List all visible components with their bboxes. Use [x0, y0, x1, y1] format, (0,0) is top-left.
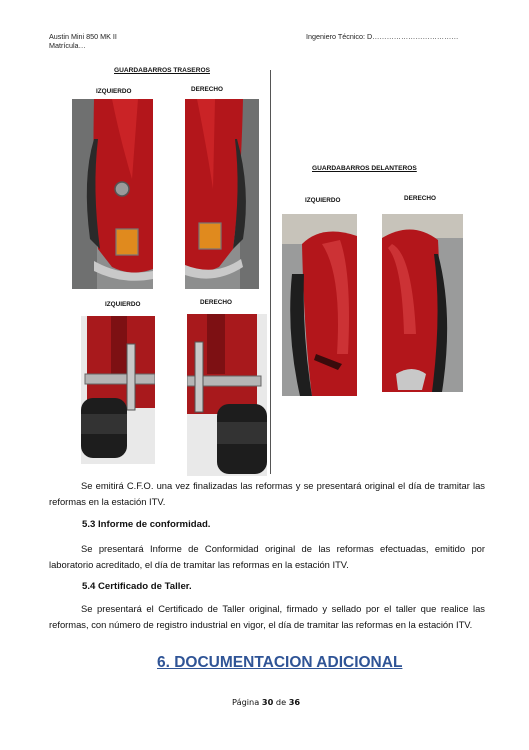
- footer-total-pages: 36: [288, 697, 301, 707]
- front-left-label: IZQUIERDO: [305, 197, 341, 204]
- front-fenders-title: GUARDABARROS DELANTEROS: [312, 165, 417, 172]
- section-6-title: 6. DOCUMENTACION ADICIONAL: [157, 654, 403, 671]
- rear-left-bumper-photo: [81, 316, 155, 464]
- rear-left-fender-photo: [72, 99, 153, 289]
- rear-fenders-title: GUARDABARROS TRASEROS: [114, 67, 210, 74]
- page-footer: [232, 697, 300, 707]
- section-5-3-title: 5.3 Informe de conformidad.: [82, 519, 211, 530]
- rear-left-label-2: IZQUIERDO: [105, 301, 141, 308]
- rear-right-bumper-photo: [187, 314, 267, 476]
- section-5-4-title: 5.4 Certificado de Taller.: [82, 581, 192, 592]
- footer-current-page: 30: [261, 697, 274, 707]
- footer-of-word: de: [275, 697, 287, 707]
- front-left-fender-photo: [282, 214, 357, 396]
- rear-right-fender-photo: [185, 99, 259, 289]
- header-ingeniero: Ingeniero Técnico: D………………………………: [306, 32, 459, 41]
- front-right-label: DERECHO: [404, 195, 436, 202]
- header-car-model: Austin Mini 850 MK II: [49, 32, 117, 41]
- header-matricula: Matrícula…: [49, 41, 86, 50]
- cfo-paragraph: Se emitirá C.F.O. una vez finalizadas las reformas y se presentará original el día de tramitar las reformas en la estación ITV.: [49, 480, 485, 507]
- footer-page-word: Página: [232, 697, 260, 707]
- rear-left-label: IZQUIERDO: [96, 88, 132, 95]
- image-divider: [270, 70, 271, 474]
- rear-right-label-2: DERECHO: [200, 299, 232, 306]
- rear-right-label: DERECHO: [191, 86, 223, 93]
- taller-paragraph: Se presentará el Certificado de Taller original, firmado y sellado por el taller que realice las reformas, con número de registro industrial en vigor, el día de tramitar las reformas en la estación ITV.: [49, 603, 485, 630]
- front-right-fender-photo: [382, 214, 463, 392]
- conformidad-paragraph: Se presentará Informe de Conformidad original de las reformas efectuadas, emitido por laboratorio acreditado, el día de tramitar las reformas en la estación ITV.: [49, 543, 485, 570]
